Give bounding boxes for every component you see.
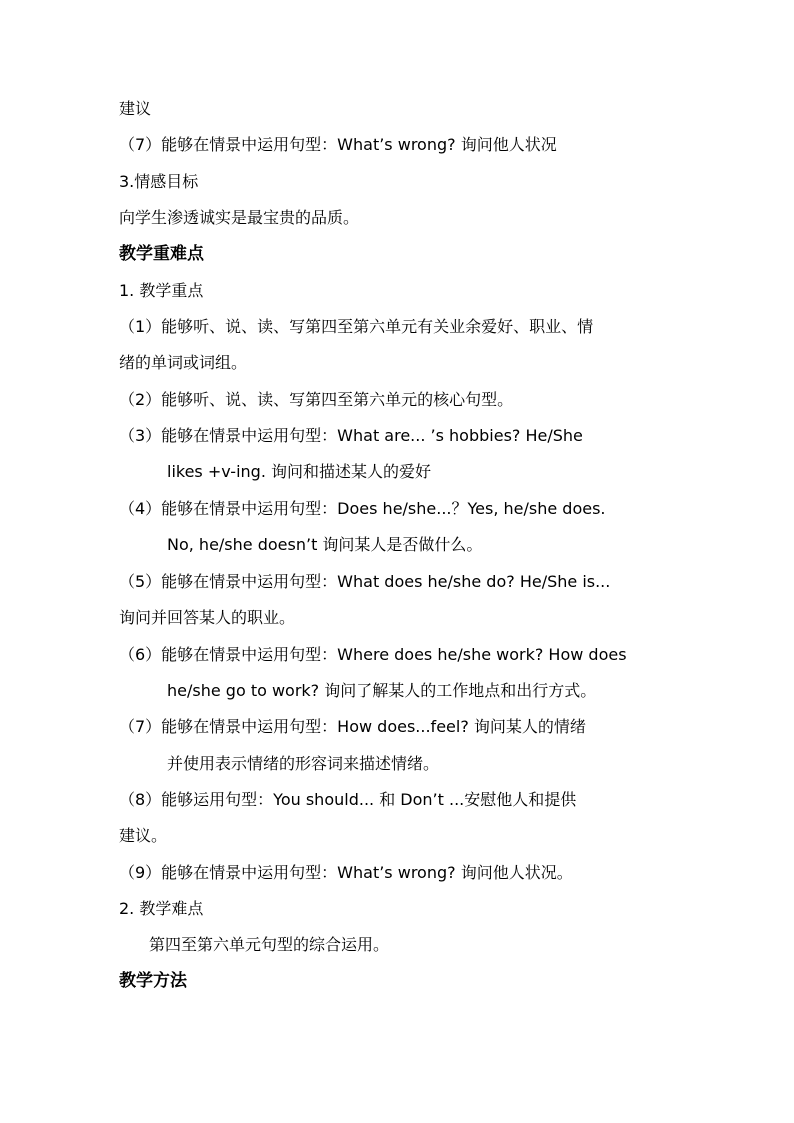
text-line: （2）能够听、说、读、写第四至第六单元的核心句型。 <box>119 390 514 409</box>
text-line: he/she go to work? 询问了解某人的工作地点和出行方式。 <box>167 681 597 700</box>
text-line: 并使用表示情绪的形容词来描述情绪。 <box>167 754 440 773</box>
text-line: （7）能够在情景中运用句型：What’s wrong? 询问他人状况 <box>119 135 557 154</box>
text-line: （4）能够在情景中运用句型：Does he/she...？Yes, he/she does. <box>119 499 606 518</box>
text-line: （7）能够在情景中运用句型：How does...feel? 询问某人的情绪 <box>119 717 586 736</box>
text-line: likes +v-ing. 询问和描述某人的爱好 <box>167 462 431 481</box>
section-heading: 3.情感目标 <box>119 172 199 191</box>
section-heading: 1. 教学重点 <box>119 281 204 300</box>
section-title: 教学重难点 <box>119 244 204 264</box>
text-line: No, he/she doesn’t 询问某人是否做什么。 <box>167 535 483 554</box>
section-title: 教学方法 <box>119 971 187 991</box>
text-line: （6）能够在情景中运用句型：Where does he/she work? How does <box>119 645 627 664</box>
text-line: 向学生渗透诚实是最宝贵的品质。 <box>119 208 360 227</box>
text-line: 询问并回答某人的职业。 <box>119 608 296 627</box>
text-line: 建议。 <box>119 826 168 845</box>
text-line: （5）能够在情景中运用句型：What does he/she do? He/She is... <box>119 572 611 591</box>
text-line: 建议 <box>119 99 152 118</box>
text-line: （8）能够运用句型：You should... 和 Don’t ...安慰他人和提供 <box>119 790 577 809</box>
text-line: 第四至第六单元句型的综合运用。 <box>149 935 390 954</box>
text-line: （9）能够在情景中运用句型：What’s wrong? 询问他人状况。 <box>119 863 573 882</box>
text-line: （3）能够在情景中运用句型：What are... ’s hobbies? He/She <box>119 426 583 445</box>
text-line: 绪的单词或词组。 <box>119 353 248 372</box>
text-line: （1）能够听、说、读、写第四至第六单元有关业余爱好、职业、情 <box>119 317 594 336</box>
section-heading: 2. 教学难点 <box>119 899 204 918</box>
